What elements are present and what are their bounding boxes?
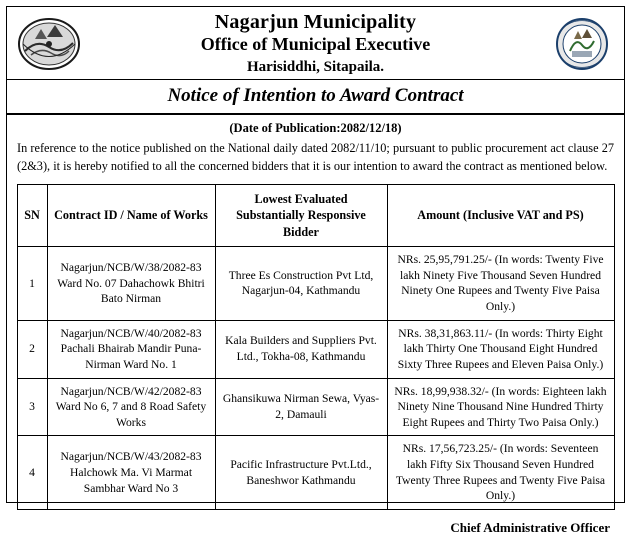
cell-contract: Nagarjun/NCB/W/40/2082-83 Pachali Bhairab Mandir Puna-Nirman Ward No. 1 (47, 320, 215, 378)
table-row (17, 436, 614, 510)
organization-address: Harisiddhi, Sitapaila. (246, 58, 385, 75)
signatory-line: Chief Administrative Officer (450, 520, 610, 536)
cell-sn: 2 (17, 320, 47, 378)
cell-contract: Nagarjun/NCB/W/43/2082-83 Halchowk Ma. Vi Marmat Sambhar Ward No 3 (47, 436, 215, 510)
cell-sn: 1 (17, 247, 47, 321)
cell-amount: NRs. 18,99,938.32/- (In words: Eighteen lakh Ninety Nine Thousand Nine Hundred Thirty Eight Rupees and Thirty Two Paisa Only.) (387, 378, 614, 436)
notice-title-bar (7, 79, 624, 115)
cell-contract: Nagarjun/NCB/W/42/2082-83 Ward No 6, 7 and 8 Road Safety Works (47, 378, 215, 436)
publication-date: (Date of Publication:2082/12/18) (229, 121, 402, 135)
column-header-bidder: Lowest Evaluated Substantially Responsive Bidder (215, 184, 387, 246)
cell-amount: NRs. 25,95,791.25/- (In words: Twenty Five lakh Ninety Five Thousand Seven Hundred Ninety One Rupees and Twenty Five Paisa Only.) (387, 247, 614, 321)
table-header-row (17, 184, 614, 246)
column-header-sn: SN (17, 184, 47, 246)
notice-title: Notice of Intention to Award Contract (167, 85, 464, 106)
document-header (7, 7, 624, 79)
cell-sn: 4 (17, 436, 47, 510)
award-table (17, 184, 615, 510)
cell-contract: Nagarjun/NCB/W/38/2082-83 Ward No. 07 Dahachowk Bhitri Bato Nirman (47, 247, 215, 321)
cell-amount: NRs. 38,31,863.11/- (In words: Thirty Eight lakh Thirty One Thousand Eight Hundred Sixty Three Rupees and Eleven Paisa Only.) (387, 320, 614, 378)
cell-bidder: Three Es Construction Pvt Ltd, Nagarjun-04, Kathmandu (215, 247, 387, 321)
organization-name: Nagarjun Municipality (214, 11, 417, 34)
nepal-emblem-icon (17, 17, 81, 71)
cell-bidder: Pacific Infrastructure Pvt.Ltd., Baneshwor Kathmandu (215, 436, 387, 510)
column-header-contract: Contract ID / Name of Works (47, 184, 215, 246)
table-row (17, 378, 614, 436)
organization-subtitle: Office of Municipal Executive (200, 34, 431, 55)
table-row (17, 247, 614, 321)
municipality-seal-icon (550, 17, 614, 71)
cell-sn: 3 (17, 378, 47, 436)
cell-bidder: Kala Builders and Suppliers Pvt. Ltd., Tokha-08, Kathmandu (215, 320, 387, 378)
table-row (17, 320, 614, 378)
cell-bidder: Ghansikuwa Nirman Sewa, Vyas-2, Damauli (215, 378, 387, 436)
column-header-amount: Amount (Inclusive VAT and PS) (387, 184, 614, 246)
header-text-block (201, 10, 430, 76)
document-border (6, 6, 625, 536)
intro-paragraph: In reference to the notice published on the National daily dated 2082/11/10; pursuant to public procurement act clause 27 (2&3), it is hereby notified to all the concerned bidders that it is our intention to award the contract as mentioned below. (17, 141, 614, 173)
cell-amount: NRs. 17,56,723.25/- (In words: Seventeen lakh Fifty Six Thousand Seven Hundred Twenty Three Rupees and Twenty Five Paisa Only.) (387, 436, 614, 510)
